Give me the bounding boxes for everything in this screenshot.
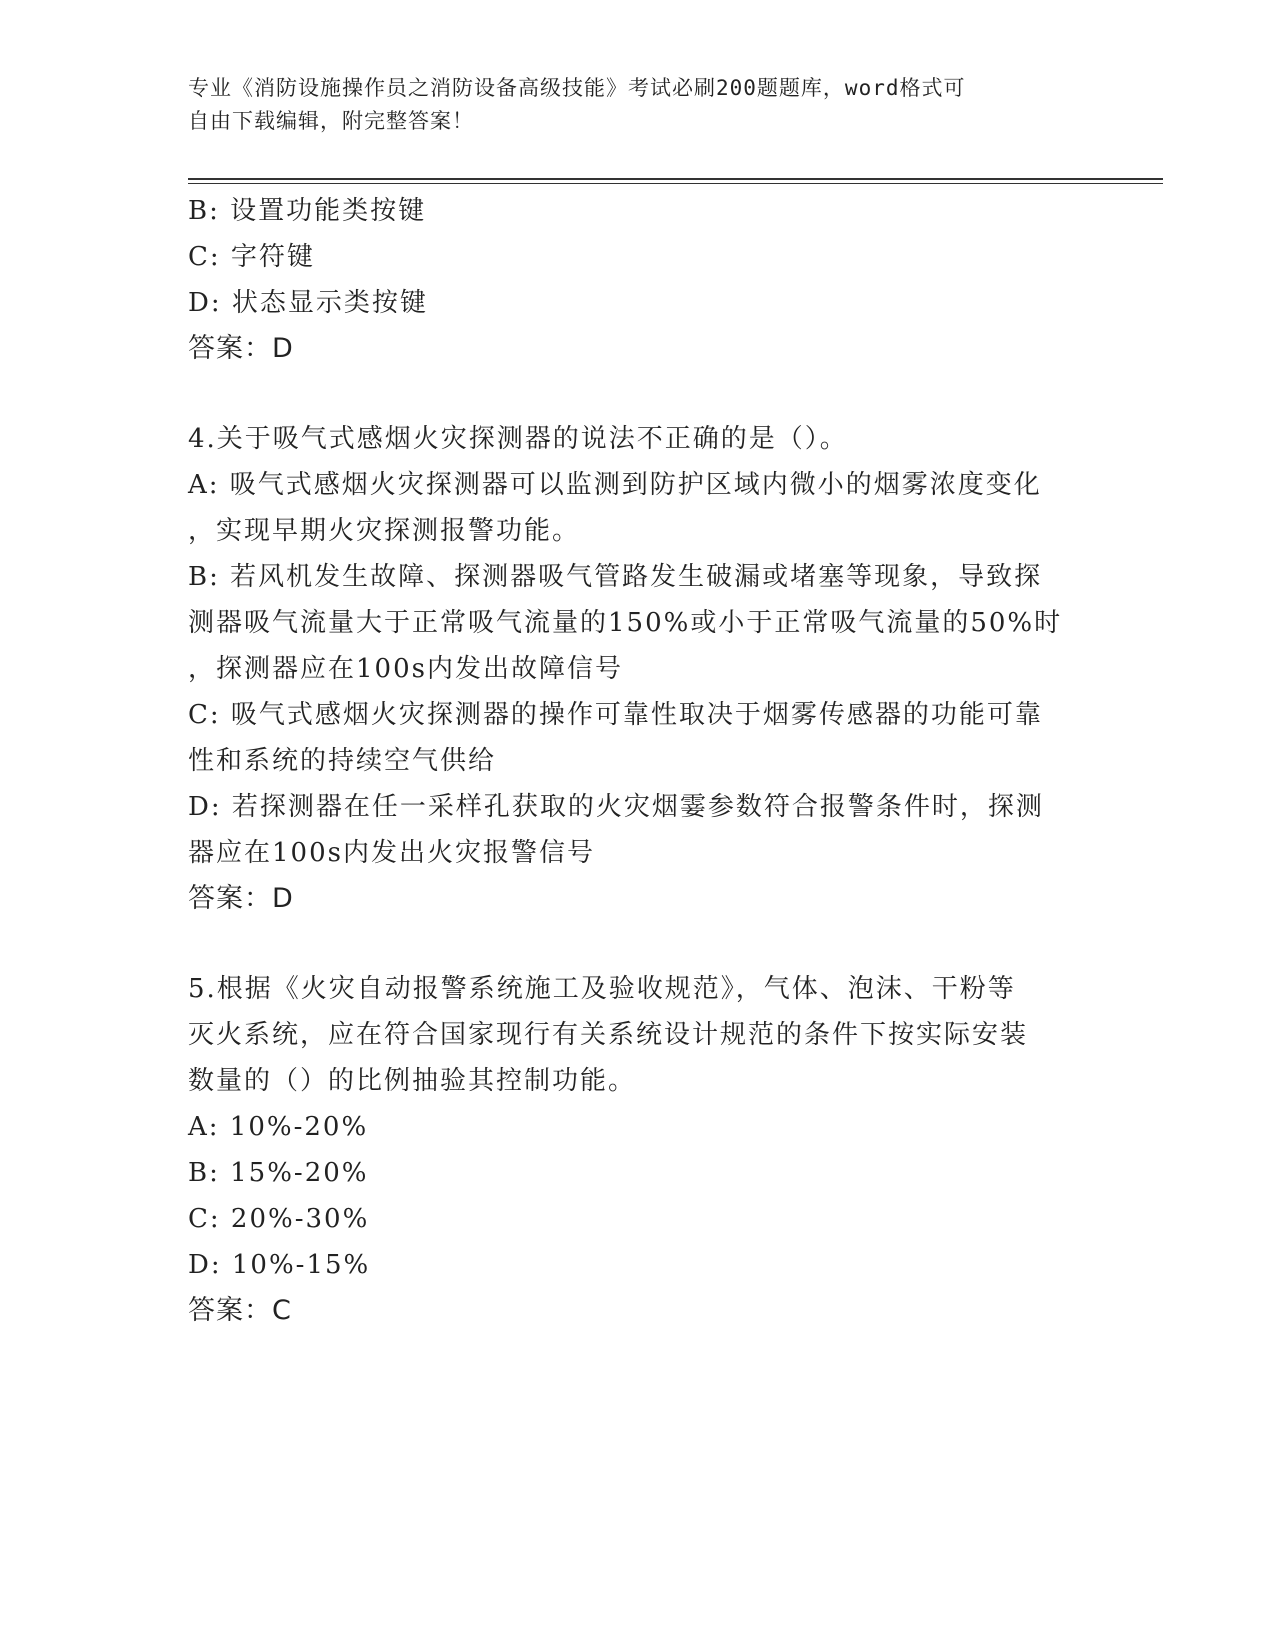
spacer	[188, 372, 1088, 416]
q5-answer: 答案：C	[188, 1295, 292, 1326]
question-content	[188, 188, 1088, 1334]
q5-stem-line-1: 5.根据《火灾自动报警系统施工及验收规范》，气体、泡沫、干粉等	[188, 974, 1016, 1004]
q3-option-d: D: 状态显示类按键	[188, 288, 428, 318]
q4-answer: 答案：D	[188, 883, 294, 914]
q4-stem: 4.关于吸气式感烟火灾探测器的说法不正确的是（）。	[188, 424, 848, 454]
q3-answer: 答案：D	[188, 333, 294, 364]
q4-option-b-line-1: B: 若风机发生故障、探测器吸气管路发生破漏或堵塞等现象，导致探	[188, 562, 1043, 592]
page-header	[188, 72, 1088, 138]
q4-option-a-line-2: ，实现早期火灾探测报警功能。	[188, 516, 581, 546]
q4-option-a-line-1: A: 吸气式感烟火灾探测器可以监测到防护区域内微小的烟雾浓度变化	[188, 470, 1042, 500]
q4-option-b-line-2: 测器吸气流量大于正常吸气流量的150%或小于正常吸气流量的50%时	[188, 608, 1063, 638]
q5-option-d: D: 10%-15%	[188, 1250, 371, 1280]
q5-stem-line-2: 灭火系统，应在符合国家现行有关系统设计规范的条件下按实际安装	[188, 1020, 1029, 1050]
question-3	[188, 188, 1088, 372]
spacer	[188, 922, 1088, 966]
header-divider-thick	[188, 178, 1163, 180]
question-4	[188, 416, 1088, 922]
q5-stem-line-3: 数量的（）的比例抽验其控制功能。	[188, 1066, 637, 1096]
header-line-2: 自由下载编辑，附完整答案！	[188, 109, 474, 133]
q4-option-c-line-2: 性和系统的持续空气供给	[188, 746, 497, 776]
header-line-1: 专业《消防设施操作员之消防设备高级技能》考试必刷200题题库，word格式可	[188, 76, 966, 100]
question-5	[188, 966, 1088, 1334]
q4-option-d-line-2: 器应在100s内发出火灾报警信号	[188, 838, 595, 868]
q5-option-c: C: 20%-30%	[188, 1204, 370, 1234]
q4-option-b-line-3: ，探测器应在100s内发出故障信号	[188, 654, 623, 684]
q3-option-c: C: 字符键	[188, 242, 315, 272]
q5-option-a: A: 10%-20%	[188, 1112, 369, 1142]
q4-option-d-line-1: D: 若探测器在任一采样孔获取的火灾烟霎参数符合报警条件时，探测	[188, 792, 1044, 822]
header-divider-thin	[188, 183, 1163, 184]
q5-option-b: B: 15%-20%	[188, 1158, 369, 1188]
q3-option-b: B: 设置功能类按键	[188, 196, 427, 226]
q4-option-c-line-1: C: 吸气式感烟火灾探测器的操作可靠性取决于烟雾传感器的功能可靠	[188, 700, 1043, 730]
